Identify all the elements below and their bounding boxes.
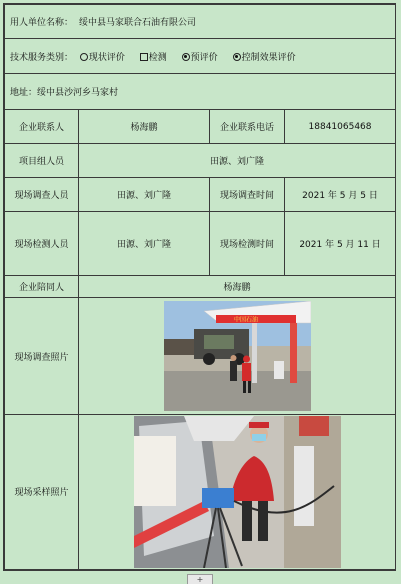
phone-value: 18841065468	[285, 110, 396, 144]
contact-label: 企业联系人	[5, 110, 79, 144]
station-sign-text: 中国石油	[233, 316, 258, 324]
service-label: 技术服务类别：	[10, 52, 74, 63]
option-current-evaluation[interactable]: 现状评价	[80, 50, 125, 63]
add-sheet-button[interactable]: +	[187, 574, 213, 584]
unit-label: 用人单位名称：	[10, 18, 74, 29]
team-value: 田源、刘广隆	[79, 144, 396, 178]
survey-photo-cell	[79, 298, 396, 414]
address-text: 地址：绥中县沙河乡马家村	[10, 88, 119, 99]
gas-station-photo	[164, 301, 311, 411]
team-label: 项目组人员	[5, 144, 79, 178]
detect-time-value: 2021 年 5 月 11 日	[285, 212, 396, 276]
detect-person-value: 田源、刘广隆	[79, 212, 210, 276]
detect-time-label: 现场检测时间	[210, 212, 285, 276]
address-row	[5, 74, 396, 110]
unit-value: 绥中县马家联合石油有限公司	[79, 18, 197, 29]
phone-label: 企业联系电话	[210, 110, 285, 144]
survey-time-label: 现场调查时间	[210, 178, 285, 212]
option-detection[interactable]: 检测	[140, 50, 167, 63]
form-sheet	[3, 3, 396, 571]
service-row	[5, 39, 396, 74]
checkbox-icon	[140, 53, 148, 61]
escort-label: 企业陪同人	[5, 276, 79, 298]
survey-person-value: 田源、刘广隆	[79, 178, 210, 212]
sampling-photo	[134, 416, 341, 568]
sample-photo-cell	[79, 414, 396, 569]
option-control-evaluation[interactable]: 控制效果评价	[233, 50, 296, 63]
unit-row	[5, 5, 396, 39]
radio-selected-icon	[182, 53, 190, 61]
survey-person-label: 现场调查人员	[5, 178, 79, 212]
radio-empty-icon	[80, 53, 88, 61]
escort-value: 杨海鹏	[79, 276, 396, 298]
radio-selected-icon	[233, 53, 241, 61]
survey-photo-label: 现场调查照片	[5, 298, 79, 414]
sample-photo-label: 现场采样照片	[5, 414, 79, 569]
detect-person-label: 现场检测人员	[5, 212, 79, 276]
contact-value: 杨海鹏	[79, 110, 210, 144]
survey-time-value: 2021 年 5 月 5 日	[285, 178, 396, 212]
survey-form-table	[4, 4, 396, 570]
option-pre-evaluation[interactable]: 预评价	[182, 50, 218, 63]
